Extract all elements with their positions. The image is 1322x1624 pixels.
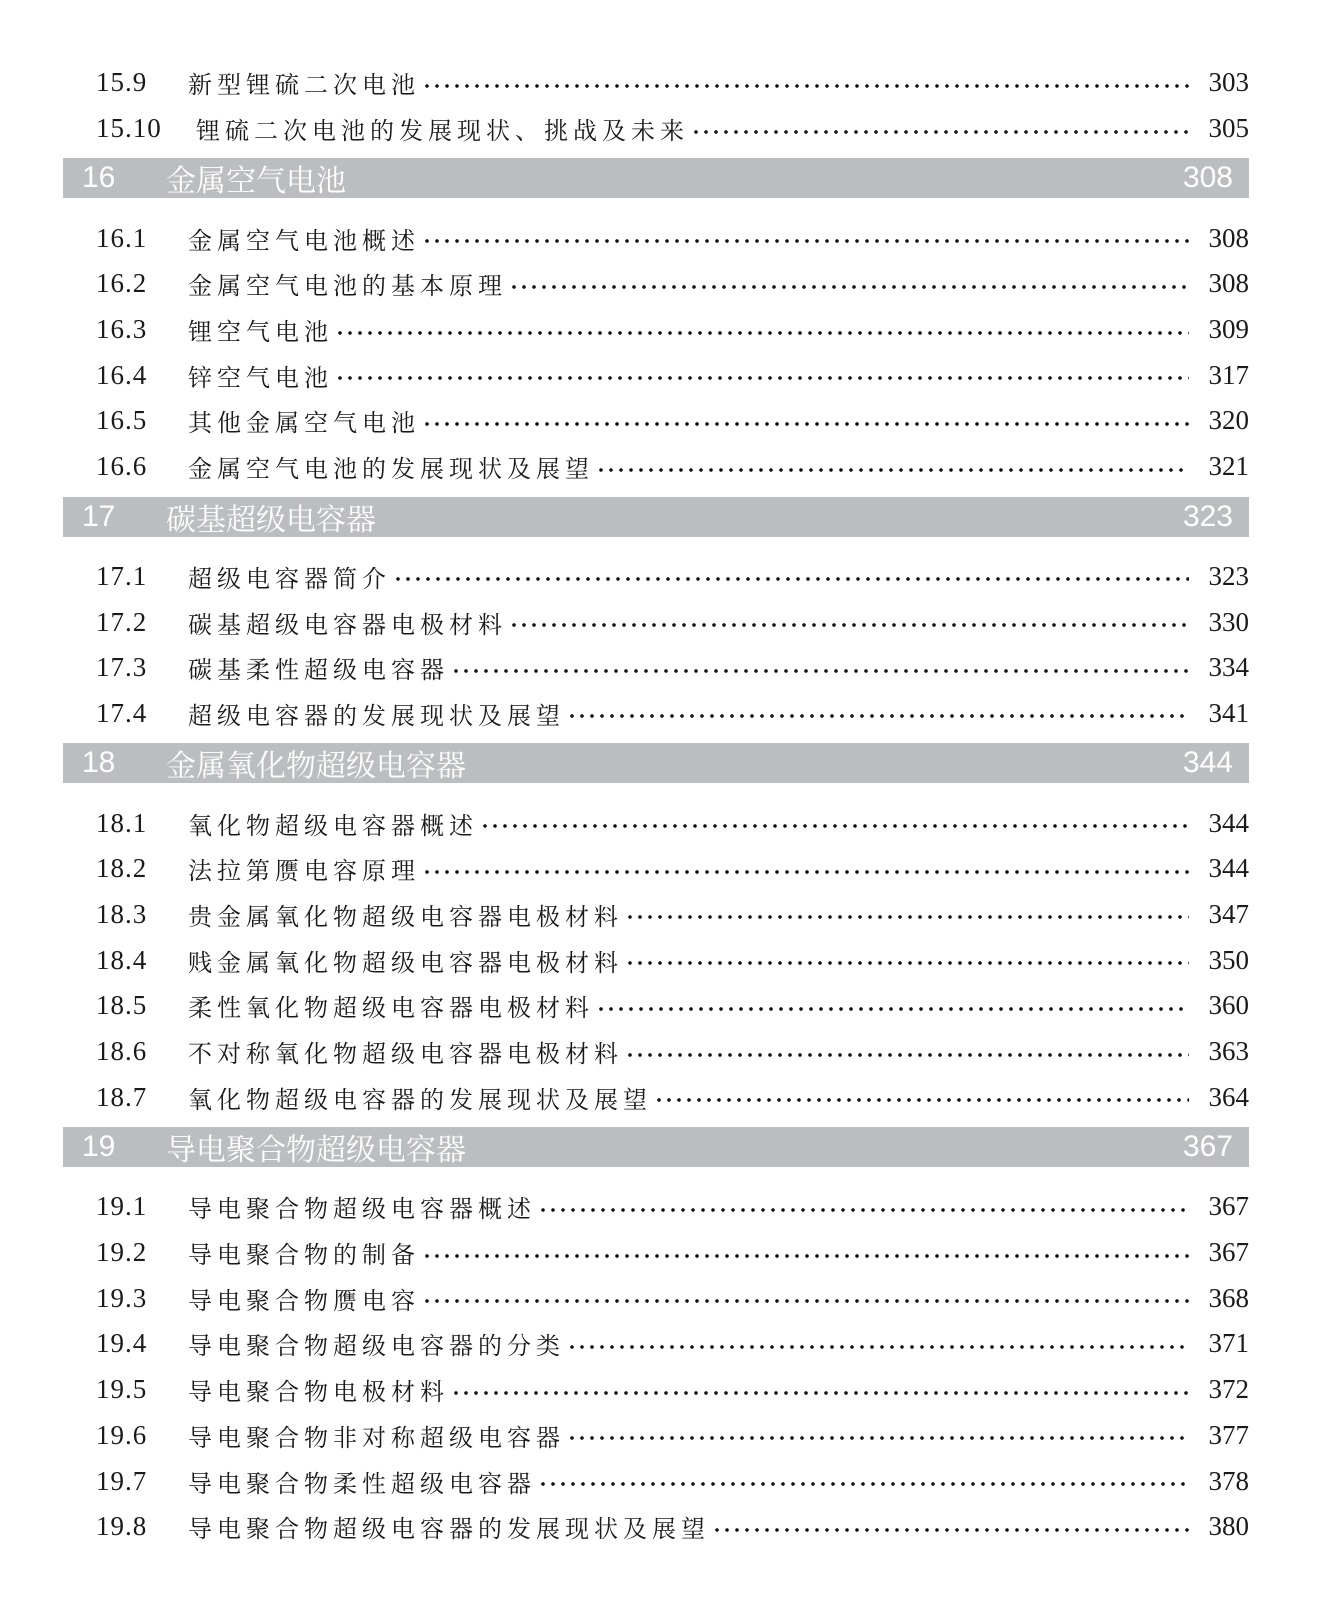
dot-leader xyxy=(480,823,1189,829)
section-title: 超级电容器简介 xyxy=(188,564,391,593)
dot-leader xyxy=(712,1527,1189,1533)
dot-leader xyxy=(567,713,1189,719)
page-number: 330 xyxy=(1208,606,1249,637)
section-title: 导电聚合物电极材料 xyxy=(188,1378,449,1407)
section-number: 17.4 xyxy=(96,697,148,728)
page-number: 378 xyxy=(1208,1465,1249,1496)
chapter-page: 308 xyxy=(1182,161,1233,195)
dot-leader xyxy=(567,1435,1189,1441)
toc-entry[interactable] xyxy=(63,352,1249,398)
dot-leader xyxy=(451,668,1189,674)
chapter-page: 367 xyxy=(1182,1130,1233,1164)
section-number: 18.1 xyxy=(96,807,148,838)
toc-entry[interactable] xyxy=(63,60,1249,106)
toc-entry[interactable] xyxy=(63,892,1249,938)
toc-entry[interactable] xyxy=(63,1413,1249,1459)
chapter-number: 17 xyxy=(82,499,116,533)
dot-leader xyxy=(422,421,1189,427)
toc-entry[interactable] xyxy=(63,1367,1249,1413)
toc-entry[interactable] xyxy=(63,1504,1249,1550)
section-number: 19.2 xyxy=(96,1237,148,1268)
section-number: 19.3 xyxy=(96,1282,148,1313)
dot-leader xyxy=(625,960,1189,966)
toc-entry[interactable] xyxy=(63,215,1249,261)
toc-entry[interactable] xyxy=(63,1321,1249,1367)
page-number: 363 xyxy=(1208,1036,1249,1067)
section-title: 氧化物超级电容器的发展现状及展望 xyxy=(188,1085,652,1114)
section-number: 17.3 xyxy=(96,652,148,683)
section-number: 16.2 xyxy=(96,268,148,299)
section-title: 导电聚合物超级电容器概述 xyxy=(188,1195,536,1224)
toc-entry[interactable] xyxy=(63,261,1249,307)
section-title: 法拉第赝电容原理 xyxy=(188,857,420,886)
page-number: 367 xyxy=(1208,1237,1249,1268)
section-number: 16.1 xyxy=(96,222,148,253)
page-number: 364 xyxy=(1208,1081,1249,1112)
section-title: 碳基超级电容器电极材料 xyxy=(188,610,507,639)
toc-entry[interactable] xyxy=(63,691,1249,737)
section-title: 导电聚合物非对称超级电容器 xyxy=(188,1423,565,1452)
chapter-title: 金属空气电池 xyxy=(166,164,346,200)
section-number: 16.4 xyxy=(96,359,148,390)
page-number: 308 xyxy=(1208,222,1249,253)
section-title: 超级电容器的发展现状及展望 xyxy=(188,701,565,730)
section-title: 不对称氧化物超级电容器电极材料 xyxy=(188,1040,623,1069)
dot-leader xyxy=(422,238,1189,244)
page-number: 309 xyxy=(1208,314,1249,345)
section-title: 贱金属氧化物超级电容器电极材料 xyxy=(188,948,623,977)
chapter-title: 金属氧化物超级电容器 xyxy=(166,749,466,785)
section-number: 16.5 xyxy=(96,405,148,436)
toc-entry[interactable] xyxy=(63,398,1249,444)
toc-entry[interactable] xyxy=(63,800,1249,846)
section-title: 锂硫二次电池的发展现状、挑战及未来 xyxy=(196,117,689,146)
section-number: 18.3 xyxy=(96,898,148,929)
dot-leader xyxy=(596,1006,1189,1012)
dot-leader xyxy=(691,129,1189,135)
section-number: 18.2 xyxy=(96,853,148,884)
section-title: 金属空气电池概述 xyxy=(188,226,420,255)
page-number: 321 xyxy=(1208,451,1249,482)
section-title: 导电聚合物超级电容器的发展现状及展望 xyxy=(188,1515,710,1544)
section-number: 19.5 xyxy=(96,1374,148,1405)
section-number: 19.8 xyxy=(96,1511,148,1542)
section-number: 15.9 xyxy=(96,67,148,98)
toc-entry[interactable] xyxy=(63,1184,1249,1230)
section-number: 19.4 xyxy=(96,1328,148,1359)
section-title: 锌空气电池 xyxy=(188,363,333,392)
dot-leader xyxy=(538,1481,1189,1487)
chapter-page: 344 xyxy=(1182,746,1233,780)
page-number: 380 xyxy=(1208,1511,1249,1542)
section-title: 导电聚合物超级电容器的分类 xyxy=(188,1332,565,1361)
chapter-number: 18 xyxy=(82,746,116,780)
page-number: 341 xyxy=(1208,697,1249,728)
dot-leader xyxy=(596,467,1189,473)
page-number: 323 xyxy=(1208,560,1249,591)
chapter-title: 导电聚合物超级电容器 xyxy=(166,1133,466,1169)
page-number: 368 xyxy=(1208,1282,1249,1313)
page-number: 317 xyxy=(1208,359,1249,390)
dot-leader xyxy=(393,576,1189,582)
table-of-contents xyxy=(63,60,1249,1550)
page-number: 303 xyxy=(1208,67,1249,98)
toc-entry[interactable] xyxy=(63,983,1249,1029)
section-number: 15.10 xyxy=(96,113,162,144)
section-number: 18.6 xyxy=(96,1036,148,1067)
dot-leader xyxy=(422,83,1189,89)
section-number: 16.6 xyxy=(96,451,148,482)
section-number: 16.3 xyxy=(96,314,148,345)
chapter-header[interactable] xyxy=(63,743,1249,783)
section-title: 金属空气电池的发展现状及展望 xyxy=(188,455,594,484)
chapter-title: 碳基超级电容器 xyxy=(166,502,376,538)
dot-leader xyxy=(509,284,1189,290)
chapter-page: 323 xyxy=(1182,499,1233,533)
page-number: 360 xyxy=(1208,990,1249,1021)
dot-leader xyxy=(422,1298,1189,1304)
chapter-header[interactable] xyxy=(63,497,1249,537)
toc-entry[interactable] xyxy=(63,106,1249,152)
dot-leader xyxy=(422,869,1189,875)
toc-entry[interactable] xyxy=(63,846,1249,892)
page-number: 344 xyxy=(1208,807,1249,838)
section-title: 导电聚合物柔性超级电容器 xyxy=(188,1469,536,1498)
section-number: 18.7 xyxy=(96,1081,148,1112)
section-title: 导电聚合物赝电容 xyxy=(188,1286,420,1315)
section-number: 17.2 xyxy=(96,606,148,637)
section-title: 其他金属空气电池 xyxy=(188,409,420,438)
toc-entry[interactable] xyxy=(63,599,1249,645)
toc-entry[interactable] xyxy=(63,554,1249,600)
toc-entry[interactable] xyxy=(63,444,1249,490)
dot-leader xyxy=(567,1344,1189,1350)
page-number: 344 xyxy=(1208,853,1249,884)
toc-entry[interactable] xyxy=(63,1074,1249,1120)
toc-entry[interactable] xyxy=(63,645,1249,691)
chapter-number: 19 xyxy=(82,1130,116,1164)
page-number: 305 xyxy=(1208,113,1249,144)
chapter-number: 16 xyxy=(82,161,116,195)
dot-leader xyxy=(538,1207,1189,1213)
chapter-header[interactable] xyxy=(63,1127,1249,1167)
section-title: 氧化物超级电容器概述 xyxy=(188,811,478,840)
dot-leader xyxy=(335,330,1189,336)
chapter-header[interactable] xyxy=(63,158,1249,198)
toc-entry[interactable] xyxy=(63,937,1249,983)
section-title: 柔性氧化物超级电容器电极材料 xyxy=(188,994,594,1023)
page-number: 334 xyxy=(1208,652,1249,683)
section-number: 18.4 xyxy=(96,944,148,975)
toc-entry[interactable] xyxy=(63,1230,1249,1276)
toc-entry[interactable] xyxy=(63,307,1249,353)
section-title: 贵金属氧化物超级电容器电极材料 xyxy=(188,902,623,931)
page-number: 320 xyxy=(1208,405,1249,436)
section-title: 导电聚合物的制备 xyxy=(188,1241,420,1270)
section-number: 18.5 xyxy=(96,990,148,1021)
section-title: 碳基柔性超级电容器 xyxy=(188,656,449,685)
section-title: 金属空气电池的基本原理 xyxy=(188,272,507,301)
page-number: 372 xyxy=(1208,1374,1249,1405)
dot-leader xyxy=(451,1390,1189,1396)
section-number: 19.1 xyxy=(96,1191,148,1222)
section-number: 17.1 xyxy=(96,560,148,591)
toc-entry[interactable] xyxy=(63,1458,1249,1504)
section-number: 19.7 xyxy=(96,1465,148,1496)
toc-entry[interactable] xyxy=(63,1029,1249,1075)
page-number: 347 xyxy=(1208,898,1249,929)
page-number: 377 xyxy=(1208,1419,1249,1450)
page-number: 308 xyxy=(1208,268,1249,299)
section-title: 锂空气电池 xyxy=(188,318,333,347)
page-number: 367 xyxy=(1208,1191,1249,1222)
section-number: 19.6 xyxy=(96,1419,148,1450)
dot-leader xyxy=(625,914,1189,920)
page-number: 350 xyxy=(1208,944,1249,975)
dot-leader xyxy=(654,1097,1189,1103)
toc-entry[interactable] xyxy=(63,1275,1249,1321)
dot-leader xyxy=(625,1052,1189,1058)
dot-leader xyxy=(422,1253,1189,1259)
page-number: 371 xyxy=(1208,1328,1249,1359)
section-title: 新型锂硫二次电池 xyxy=(188,71,420,100)
dot-leader xyxy=(509,622,1189,628)
dot-leader xyxy=(335,375,1189,381)
